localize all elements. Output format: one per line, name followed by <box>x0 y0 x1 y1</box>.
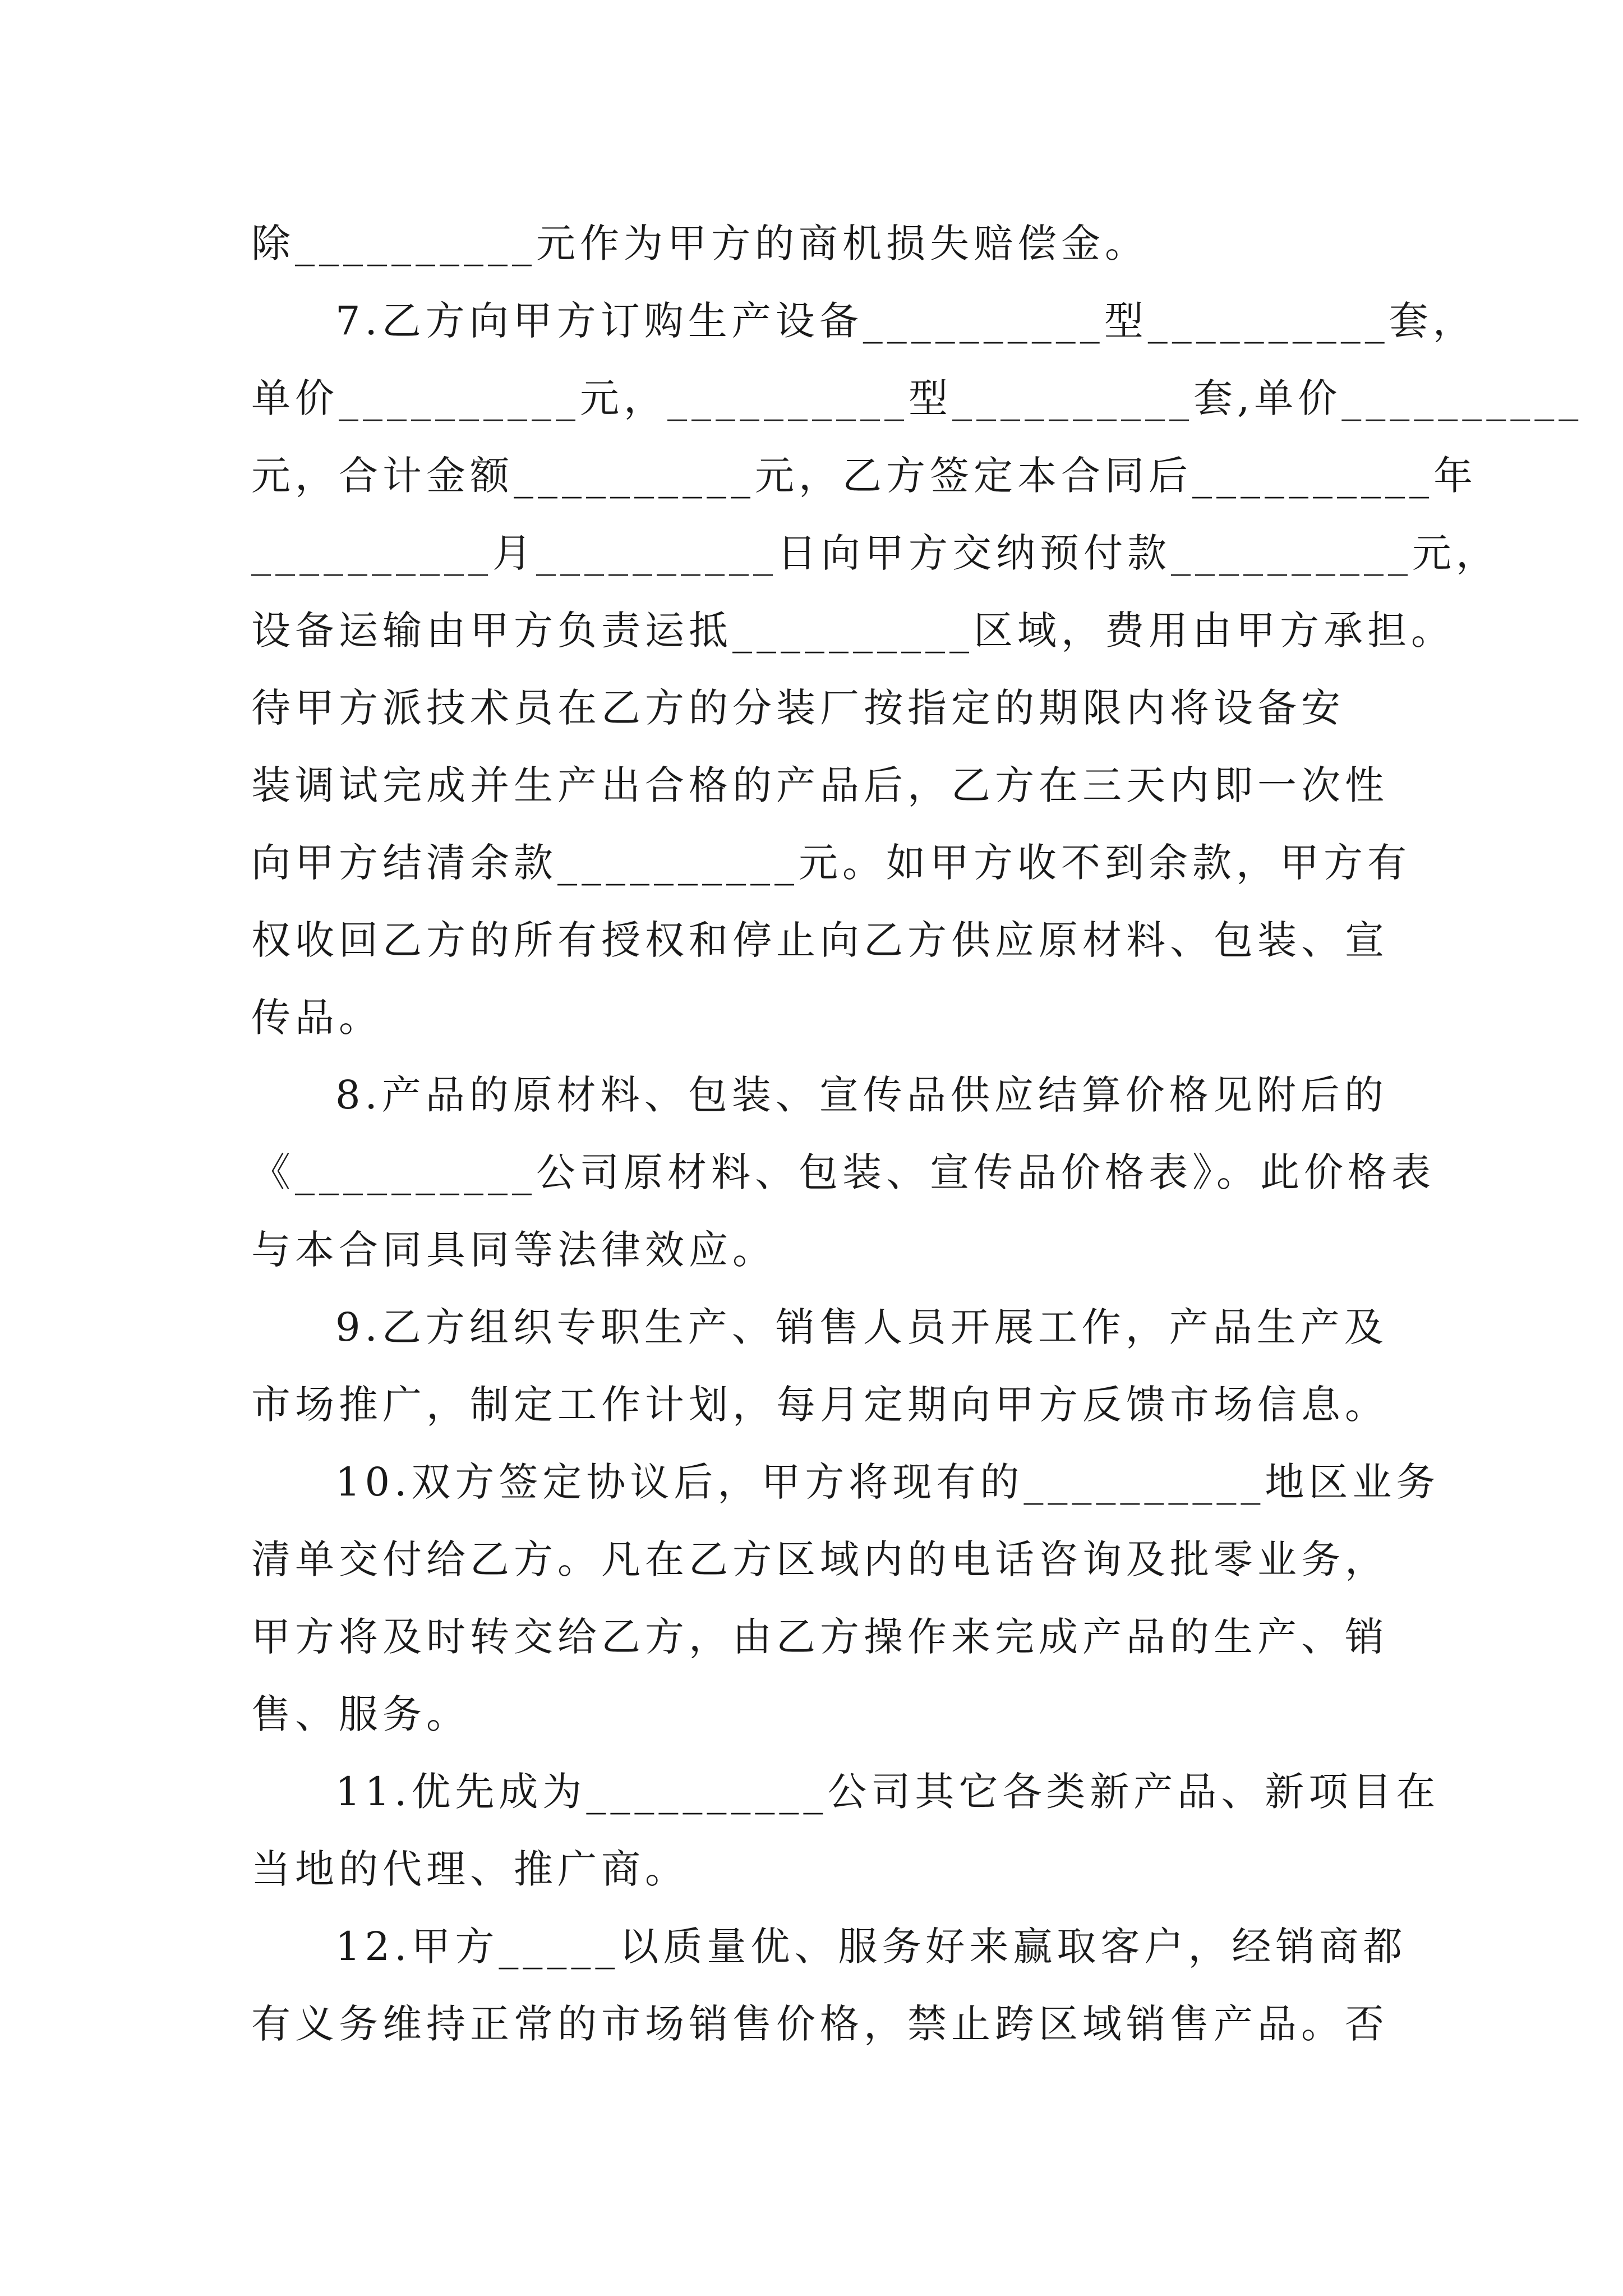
clause-10-start: 10.双方签定协议后，甲方将现有的__________地区业务 <box>335 1459 1440 1505</box>
clause-7-start: 7.乙方向甲方订购生产设备__________型__________套， <box>335 298 1477 344</box>
text-line: 有义务维持正常的市场销售价格，禁止跨区域销售产品。否 <box>251 2001 1389 2047</box>
text-line: 甲方将及时转交给乙方，由乙方操作来完成产品的生产、销 <box>251 1614 1389 1660</box>
text-line: 市场推广，制定工作计划，每月定期向甲方反馈市场信息。 <box>251 1382 1389 1428</box>
clause-9-start: 9.乙方组织专职生产、销售人员开展工作，产品生产及 <box>335 1304 1388 1350</box>
clause-8-start: 8.产品的原材料、包装、宣传品供应结算价格见附后的 <box>335 1072 1388 1118</box>
text-line: __________月__________日向甲方交纳预付款__________元， <box>251 530 1500 576</box>
text-line: 与本合同具同等法律效应。 <box>251 1227 776 1273</box>
text-line: 清单交付给乙方。凡在乙方区域内的电话咨询及批零业务， <box>251 1536 1389 1582</box>
text-line: 设备运输由甲方负责运抵__________区域，费用由甲方承担。 <box>251 608 1455 654</box>
text-line: 元，合计金额__________元，乙方签定本合同后__________年 <box>251 453 1477 499</box>
text-line: 权收回乙方的所有授权和停止向乙方供应原材料、包装、宣 <box>251 917 1389 963</box>
text-line: 除__________元作为甲方的商机损失赔偿金。 <box>251 220 1149 266</box>
text-line: 向甲方结清余款__________元。如甲方收不到余款，甲方有 <box>251 840 1411 886</box>
text-line: 单价__________元，__________型__________套,单价__________ <box>251 375 1583 421</box>
text-line: 当地的代理、推广商。 <box>251 1846 689 1892</box>
text-line: 售、服务。 <box>251 1691 470 1737</box>
text-line: 装调试完成并生产出合格的产品后，乙方在三天内即一次性 <box>251 762 1389 808</box>
text-line: 传品。 <box>251 995 382 1041</box>
clause-11-start: 11.优先成为__________公司其它各类新产品、新项目在 <box>335 1769 1440 1815</box>
clause-12-start: 12.甲方_____以质量优、服务好来赢取客户，经销商都 <box>335 1924 1407 1970</box>
text-line: 《__________公司原材料、包装、宣传品价格表》。此价格表 <box>251 1149 1435 1195</box>
text-line: 待甲方派技术员在乙方的分装厂按指定的期限内将设备安 <box>251 685 1345 731</box>
document-page <box>251 205 1583 2063</box>
